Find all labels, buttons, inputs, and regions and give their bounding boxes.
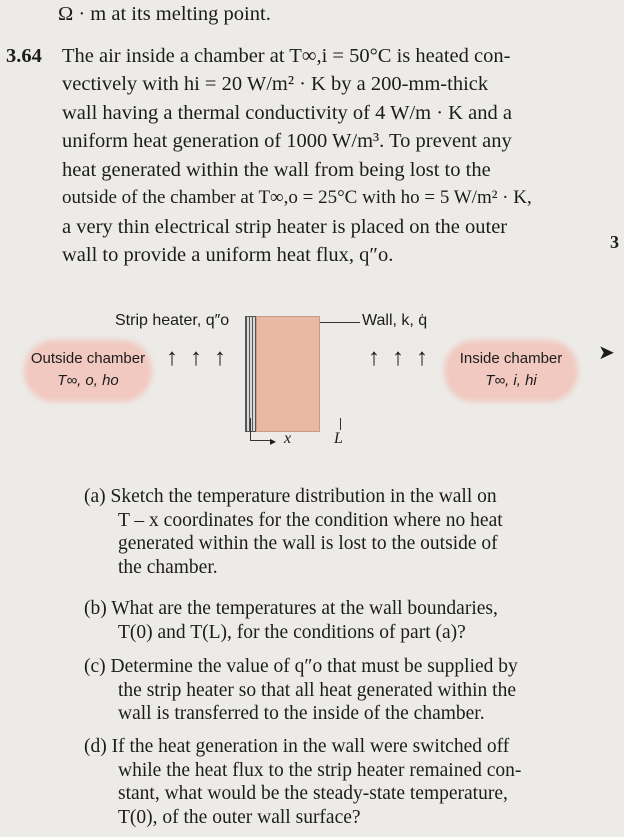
part-label: (c) (84, 656, 106, 677)
part-line: T – x coordinates for the condition where no heat (118, 509, 503, 531)
x-axis-origin-tick (250, 418, 251, 440)
part-line: What are the temperatures at the wall boundaries, (111, 598, 498, 619)
part-line: stant, what would be the steady-state temperature, (118, 783, 508, 804)
x-axis-label: x (284, 430, 292, 447)
part-line: generated within the wall is lost to the outside of (118, 533, 498, 554)
inside-chamber-vars: T∞, i, hi (485, 372, 537, 389)
problem-line: heat generated within the wall from being lost to the (62, 159, 491, 181)
problem-number: 3.64 (6, 45, 42, 67)
wall-leader-line (318, 322, 360, 323)
part-a (84, 485, 503, 579)
part-line: wall is transferred to the inside of the chamber. (118, 703, 485, 724)
outside-flow-arrow-icon: ↑ (166, 344, 178, 371)
problem-line: uniform heat generation of 1000 W/m³. To prevent any (62, 130, 512, 152)
inside-flow-arrow-icon: ↑ (416, 344, 428, 371)
problem-line: wall having a thermal conductivity of 4 W/m · K and a (62, 102, 512, 124)
margin-fragment: 3 (610, 232, 619, 252)
problem-line: wall to provide a uniform heat flux, q″o. (62, 244, 394, 266)
x-axis-arrowhead-icon: ▸ (270, 434, 277, 448)
inside-chamber-cloud (448, 344, 574, 398)
outside-chamber-title: Outside chamber (30, 350, 146, 367)
part-label: (d) (84, 736, 107, 757)
problem-line: a very thin electrical strip heater is placed on the outer (62, 216, 508, 238)
part-line: the chamber. (118, 556, 218, 578)
part-line: T(0) and T(L), for the conditions of part (a)? (118, 621, 466, 643)
part-d (84, 735, 521, 829)
part-b (84, 597, 498, 644)
L-tick (340, 418, 341, 430)
part-label: (b) (84, 598, 107, 619)
part-line: while the heat flux to the strip heater remained con- (118, 759, 522, 781)
x-axis-arrow (250, 440, 272, 441)
L-label: L (334, 430, 343, 447)
outside-flow-arrow-icon: ↑ (214, 344, 226, 371)
part-line: Sketch the temperature distribution in the wall on (110, 486, 497, 507)
problem-line: vectively with hi = 20 W/m² · K by a 200-mm-thick (62, 73, 489, 95)
wall-label: Wall, k, q̇ (362, 312, 428, 329)
part-label: (a) (84, 486, 106, 507)
margin-arrow-icon: ➤ (598, 342, 615, 364)
outside-chamber-vars: T∞, o, ho (57, 372, 119, 389)
part-c (84, 655, 518, 726)
part-line: Determine the value of q″o that must be supplied by (110, 656, 518, 677)
inside-flow-arrow-icon: ↑ (392, 344, 404, 371)
problem-line: The air inside a chamber at T∞,i = 50°C is heated con- (62, 45, 511, 67)
previous-problem-tail: Ω · m at its melting point. (58, 3, 271, 25)
inside-chamber-title: Inside chamber (459, 350, 563, 367)
wall-diagram (0, 300, 624, 470)
strip-heater-label: Strip heater, q″o (115, 312, 230, 329)
part-line: T(0), of the outer wall surface? (118, 806, 361, 828)
outside-flow-arrow-icon: ↑ (190, 344, 202, 371)
part-line: the strip heater so that all heat generated within the (118, 679, 516, 701)
problem-line: outside of the chamber at T∞,o = 25°C with ho = 5 W/m² · K, (62, 187, 532, 208)
wall-block (256, 316, 320, 432)
inside-flow-arrow-icon: ↑ (368, 344, 380, 371)
outside-chamber-cloud (28, 344, 148, 398)
part-line: If the heat generation in the wall were switched off (111, 736, 510, 757)
